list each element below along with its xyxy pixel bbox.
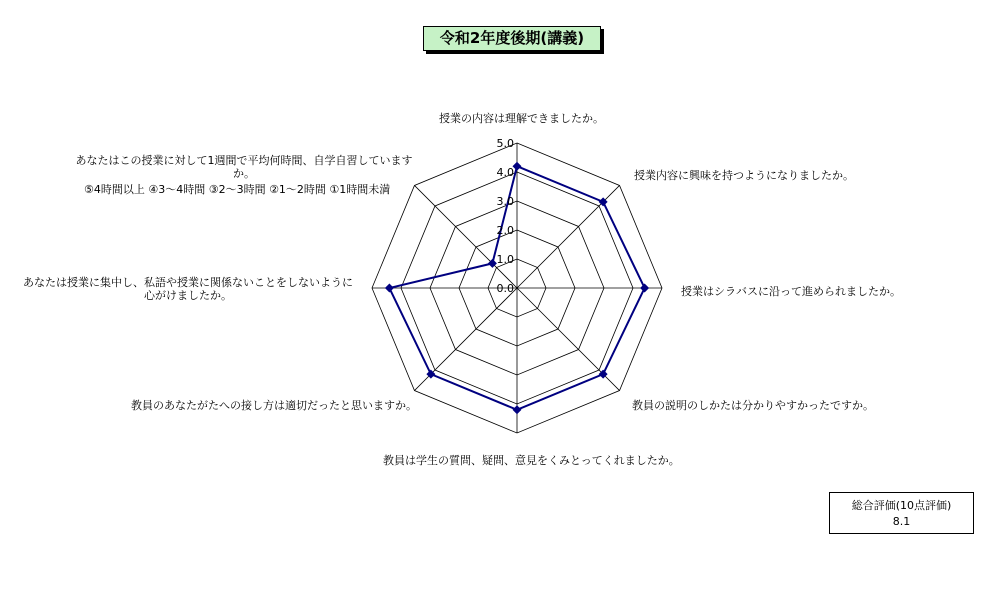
data-point bbox=[385, 284, 394, 293]
data-point bbox=[640, 284, 649, 293]
axis-label-7: あなたはこの授業に対して1週間で平均何時間、自学自習していますか。 bbox=[75, 154, 413, 180]
tick-label: 1.0 bbox=[496, 253, 514, 266]
tick-label: 0.0 bbox=[496, 282, 514, 295]
axis-label-5: 教員のあなたがたへの接し方は適切だったと思いますか。 bbox=[131, 399, 417, 412]
data-point bbox=[513, 405, 522, 414]
summary-score-box bbox=[829, 492, 974, 534]
summary-label: 総合評価(10点評価) bbox=[851, 499, 952, 512]
radar-spokes bbox=[372, 143, 662, 433]
axis-label-0: 授業の内容は理解できましたか。 bbox=[439, 112, 604, 125]
axis-label-7-options: ⑤4時間以上 ④3～4時間 ③2～3時間 ②1～2時間 ①1時間未満 bbox=[84, 183, 391, 196]
axis-label-1: 授業内容に興味を持つようになりましたか。 bbox=[634, 169, 854, 182]
axis-label-4: 教員は学生の質問、疑問、意見をくみとってくれましたか。 bbox=[383, 454, 680, 467]
tick-label: 2.0 bbox=[496, 224, 514, 237]
tick-label: 5.0 bbox=[496, 137, 514, 150]
axis-label-2: 授業はシラバスに沿って進められましたか。 bbox=[681, 285, 901, 298]
summary-value: 8.1 bbox=[892, 515, 911, 528]
axis-label-3: 教員の説明のしかたは分かりやすかったですか。 bbox=[632, 399, 874, 412]
chart-title: 令和2年度後期(講義) bbox=[423, 26, 601, 51]
tick-label: 4.0 bbox=[496, 166, 514, 179]
tick-label: 3.0 bbox=[496, 195, 514, 208]
axis-label-6: あなたは授業に集中し、私語や授業に関係ないことをしないように心がけましたか。 bbox=[23, 276, 353, 302]
